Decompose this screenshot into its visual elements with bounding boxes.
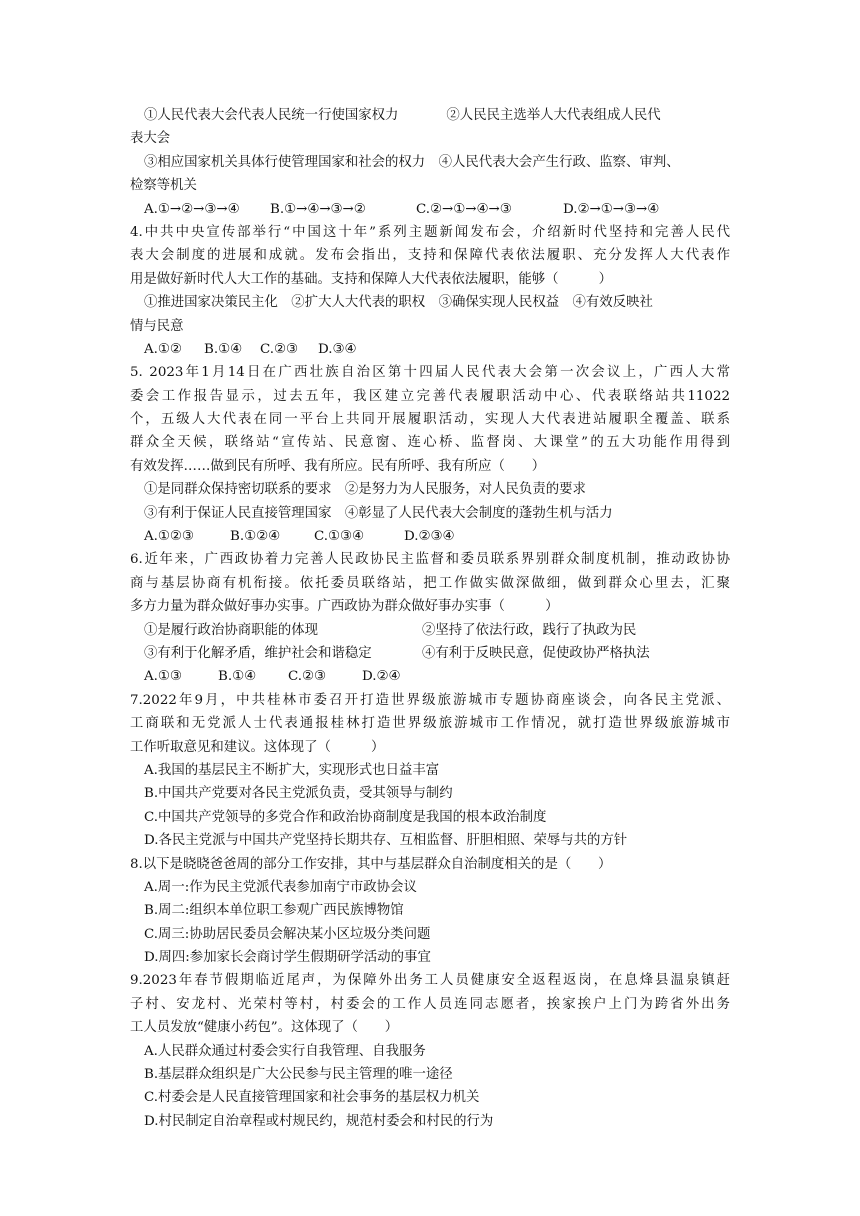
q9-choice-a: A.人民群众通过村委会实行自我管理、自我服务 [144, 1043, 426, 1059]
q9-stem-line-3: 工人员发放“健康小药包”。这体现了（ ） [130, 1020, 399, 1036]
q6-option-3: ③有利于化解矛盾，维护社会和谐稳定 [144, 645, 372, 661]
q8-choice-d: D.周四:参加家长会商讨学生假期研学活动的事宜 [144, 950, 431, 966]
q5-stem-line-2: 委会工作报告显示，过去五年，我区建立完善代表履职活动中心、代表联络站共11022 [130, 388, 730, 404]
q4-stem-line-3: 用是做好新时代人大工作的基础。支持和保障人大代表依法履职，能够（ ） [130, 271, 613, 287]
question-8 [130, 853, 730, 970]
q9-choice-b: B.基层群众组织是广大公民参与民主管理的唯一途径 [144, 1067, 453, 1083]
q4-stem-line-2: 表大会制度的进展和成就。发布会指出，支持和保障代表依法履职、充分发挥人大代表作 [130, 248, 730, 264]
q5-choice-a: A.①②③ [144, 529, 194, 545]
q3-choice-d: D.②→①→③→④ [563, 201, 660, 217]
q5-option-line-2: ③有利于保证人民直接管理国家 ④彰显了人民代表大会制度的蓬勃生机与活力 [144, 505, 613, 521]
q5-stem-line-4: 群众全天候，联络站“宣传站、民意窗、连心桥、监督岗、大课堂”的五大功能作用得到 [130, 435, 730, 451]
q7-choice-c: C.中国共产党领导的多党合作和政治协商制度是我国的根本政治制度 [144, 809, 547, 825]
q5-stem-line-1: 5. 2023年1月14日在广西壮族自治区第十四届人民代表大会第一次会议上，广西人大常 [130, 365, 730, 381]
q4-option-line-1: ①推进国家决策民主化 ②扩大人大代表的职权 ③确保实现人民权益 ④有效反映社 [144, 295, 653, 311]
q4-choice-a: A.①② [144, 341, 182, 357]
q7-stem-line-1: 7.2022年9月，中共桂林市委召开打造世界级旅游城市专题协商座谈会，向各民主党派、 [130, 692, 730, 708]
q4-choice-c: C.②③ [260, 341, 299, 357]
q9-choice-c: C.村委会是人民直接管理国家和社会事务的基层权力机关 [144, 1090, 480, 1106]
q3-choice-b: B.①→④→③→② [270, 201, 366, 217]
question-6 [130, 548, 730, 688]
q6-option-line-1 [130, 619, 730, 642]
question-9 [130, 969, 730, 1133]
q5-option-line-1: ①是同群众保持密切联系的要求 ②是努力为人民服务，对人民负责的要求 [144, 482, 586, 498]
q8-choice-a: A.周一:作为民主党派代表参加南宁市政协会议 [144, 879, 417, 895]
q7-choice-d: D.各民主党派与中国共产党坚持长期共存、互相监督、肝胆相照、荣辱与共的方针 [144, 833, 628, 849]
q4-option-line-2: 情与民意 [130, 318, 184, 334]
q4-choice-b: B.①④ [204, 341, 243, 357]
q8-stem-line-1: 8.以下是晓晓爸爸周的部分工作安排，其中与基层群众自治制度相关的是（ ） [130, 856, 612, 872]
question-4 [130, 221, 730, 361]
q6-option-4: ④有利于反映民意，促使政协严格执法 [422, 645, 650, 661]
q6-option-line-2 [130, 642, 730, 665]
q6-choice-d: D.②④ [362, 669, 401, 685]
q9-choice-d: D.村民制定自治章程或村规民约，规范村委会和村民的行为 [144, 1113, 494, 1129]
q3-choice-a: A.①→②→③→④ [144, 201, 240, 217]
q5-stem-line-3: 个，五级人大代表在同一平台上共同开展履职活动，实现人大代表进站履职全覆盖、联系 [130, 412, 730, 428]
q5-choice-c: C.①③④ [314, 529, 365, 545]
q3-option-line-1 [130, 104, 730, 127]
q3-choice-c: C.②→①→④→③ [416, 201, 512, 217]
q6-choice-b: B.①④ [218, 669, 257, 685]
question-3 [130, 104, 730, 221]
q3-option-1: ①人民代表大会代表人民统一行使国家权力 [144, 108, 399, 123]
q8-choice-b: B.周二:组织本单位职工参观广西民族博物馆 [144, 903, 404, 919]
q3-option-line-2: 表大会 [130, 131, 171, 147]
q4-stem-line-1: 4.中共中央宣传部举行“中国这十年”系列主题新闻发布会，介绍新时代坚持和完善人民代 [130, 224, 730, 240]
q6-choice-c: C.②③ [288, 669, 327, 685]
q6-choice-a: A.①③ [144, 669, 182, 685]
q4-choice-d: D.③④ [318, 341, 357, 357]
q6-stem-line-1: 6.近年来，广西政协着力完善人民政协民主监督和委员联系界别群众制度机制，推动政协协 [130, 552, 730, 568]
q5-choice-b: B.①②④ [230, 529, 281, 545]
q4-choices [130, 338, 730, 361]
q5-choice-d: D.②③④ [404, 529, 455, 545]
q3-option-line-3: ③相应国家机关具体行使管理国家和社会的权力 ④人民代表大会产生行政、监察、审判、 [144, 154, 680, 170]
q6-choices [130, 665, 730, 688]
question-7 [130, 689, 730, 853]
q6-option-1: ①是履行政治协商职能的体现 [144, 622, 319, 638]
q5-stem-line-5: 有效发挥……做到民有所呼、我有所应。民有所呼、我有所应（ ） [130, 458, 546, 474]
q9-stem-line-2: 子村、安龙村、光荣村等村，村委会的工作人员连同志愿者，挨家挨户上门为跨省外出务 [130, 996, 730, 1012]
q7-stem-line-3: 工作听取意见和建议。这体现了（ ） [130, 739, 385, 755]
q8-choice-c: C.周三:协助居民委员会解决某小区垃圾分类问题 [144, 926, 431, 942]
q5-choices [130, 525, 730, 548]
q6-stem-line-3: 多方力量为群众做好事办实事。广西政协为群众做好事办实事（ ） [130, 599, 559, 615]
exam-content [130, 104, 730, 1133]
q7-stem-line-2: 工商联和无党派人士代表通报桂林打造世界级旅游城市工作情况，就打造世界级旅游城市 [130, 716, 730, 732]
q3-option-line-4: 检察等机关 [130, 178, 197, 194]
q3-choices [130, 198, 730, 221]
q7-choice-b: B.中国共产党要对各民主党派负责，受其领导与制约 [144, 786, 453, 802]
q6-stem-line-2: 商与基层协商有机衔接。依托委员联络站，把工作做实做深做细，做到群众心里去，汇聚 [130, 575, 730, 591]
question-5 [130, 361, 730, 548]
q6-option-2: ②坚持了依法行政，践行了执政为民 [422, 622, 637, 638]
q9-stem-line-1: 9.2023年春节假期临近尾声，为保障外出务工人员健康安全返程返岗，在息烽县温泉镇赶 [130, 973, 730, 989]
q7-choice-a: A.我国的基层民主不断扩大，实现形式也日益丰富 [144, 762, 440, 778]
q3-option-2: ②人民民主选举人大代表组成人民代 [446, 108, 661, 123]
